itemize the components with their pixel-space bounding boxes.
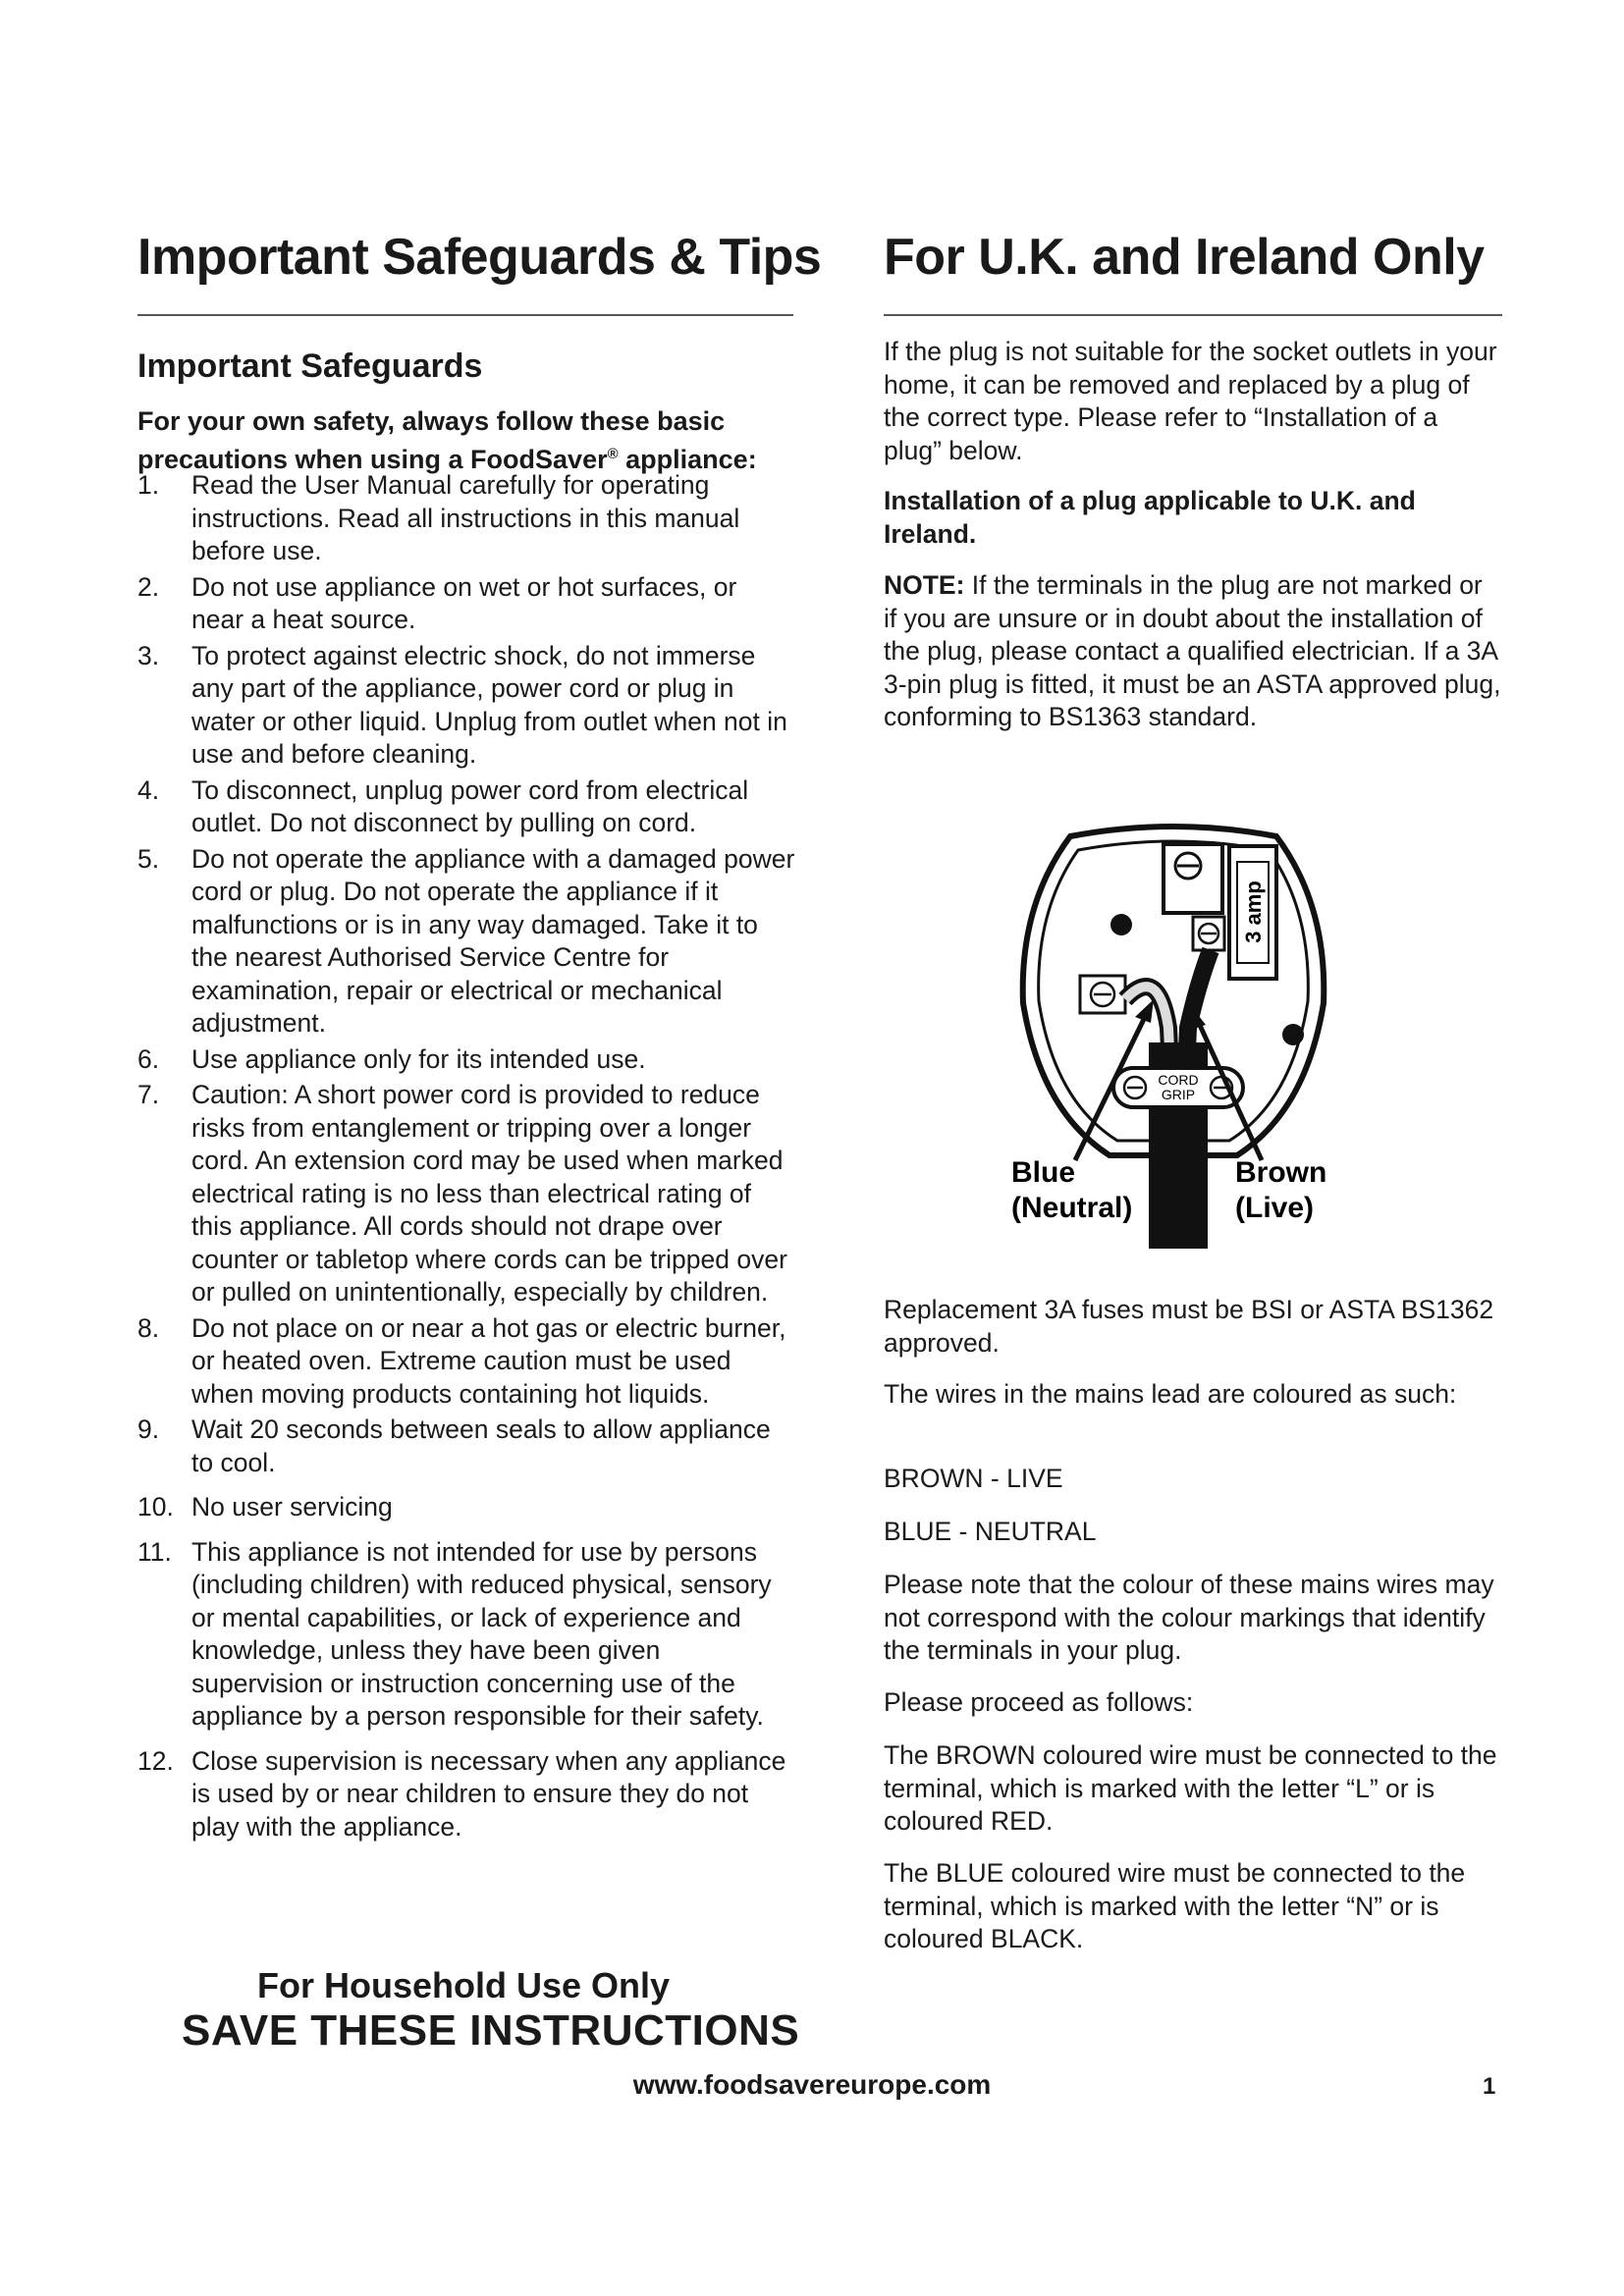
uk-ireland-title: For U.K. and Ireland Only bbox=[884, 229, 1485, 286]
cord-grip-label-1: CORD bbox=[1158, 1072, 1199, 1088]
title-divider bbox=[137, 314, 793, 316]
list-item: 4. To disconnect, unplug power cord from electrical outlet. Do not disconnect by pulling on cord. bbox=[137, 774, 749, 837]
household-use-note: For Household Use Only bbox=[257, 1965, 671, 2005]
page-number: 1 bbox=[1483, 2073, 1496, 2100]
list-item: 7. Caution: A short power cord is provided to reduce risks from entanglement or tripping over a longer cord. An extension cord may be used when marked electrical rating is no less than electrical rating of this appliance. All cords should not drape over counter or tabletop where cords can be tripped over or pulled on unintentionally, especially by children. bbox=[137, 1080, 787, 1307]
safeguards-title: Important Safeguards & Tips bbox=[137, 229, 822, 286]
brown-live-line: BROWN - LIVE bbox=[884, 1464, 1063, 1493]
safeguards-subheading: Important Safeguards bbox=[137, 347, 483, 385]
blue-neutral-line: BLUE - NEUTRAL bbox=[884, 1517, 1097, 1546]
plug-replacement-paragraph: If the plug is not suitable for the socket outlets in your home, it can be removed and replaced by a plug of the correct type. Please refer to “Installation of a plug” below. bbox=[884, 337, 1497, 465]
list-item: 12. Close supervision is necessary when any appliance is used by or near children to ensure they do not play with the appliance. bbox=[137, 1745, 786, 1842]
plug-installation-heading: Installation of a plug applicable to U.K. and Ireland. bbox=[884, 486, 1416, 549]
footer-website: www.foodsavereurope.com bbox=[632, 2069, 992, 2100]
list-item: 6. Use appliance only for its intended use. bbox=[137, 1043, 646, 1074]
colour-note-paragraph: Please note that the colour of these mains wires may not correspond with the colour markings that identify the terminals in your plug. bbox=[884, 1570, 1494, 1665]
note-paragraph: NOTE: If the terminals in the plug are not marked or if you are unsure or in doubt about the installation of the plug, please contact a qualified electrician. If a 3A 3-pin plug is fitted, it must be an ASTA approved plug, conforming to BS1363 standard. bbox=[884, 570, 1501, 731]
list-item: 8. Do not place on or near a hot gas or electric burner, or heated oven. Extreme caution must be used when moving products containing hot liquids. bbox=[137, 1312, 786, 1409]
cord-grip-label-2: GRIP bbox=[1161, 1087, 1196, 1102]
blue-wire-label: Blue bbox=[1011, 1156, 1076, 1189]
brown-wire-instruction: The BROWN coloured wire must be connected to the terminal, which is marked with the letter “L” or is coloured RED. bbox=[884, 1740, 1497, 1836]
live-label: (Live) bbox=[1235, 1192, 1315, 1224]
title-divider bbox=[884, 314, 1502, 316]
fuse-label: 3 amp bbox=[1241, 881, 1266, 943]
brown-wire-label: Brown bbox=[1235, 1156, 1327, 1189]
list-item: 10. No user servicing bbox=[137, 1492, 393, 1522]
safeguards-list bbox=[137, 469, 795, 1846]
neutral-label: (Neutral) bbox=[1011, 1192, 1133, 1224]
fuse-paragraph: Replacement 3A fuses must be BSI or ASTA BS1362 approved. bbox=[884, 1295, 1494, 1358]
list-item: 1. Read the User Manual carefully for operating instructions. Read all instructions in this manual before use. bbox=[137, 470, 740, 565]
plug-wiring-diagram bbox=[1011, 817, 1335, 1249]
list-item: 3. To protect against electric shock, do not immerse any part of the appliance, power cord or plug in water or other liquid. Unplug from outlet when not in use and before cleaning. bbox=[137, 640, 787, 769]
safeguards-intro: For your own safety, always follow these basic precautions when using a FoodSaver® appliance: bbox=[137, 406, 757, 474]
blue-wire-instruction: The BLUE coloured wire must be connected to the terminal, which is marked with the letter “N” or is coloured BLACK. bbox=[884, 1858, 1466, 1953]
list-item: 9. Wait 20 seconds between seals to allow appliance to cool. bbox=[137, 1415, 771, 1477]
save-instructions-note: SAVE THESE INSTRUCTIONS bbox=[182, 2006, 800, 2055]
proceed-line: Please proceed as follows: bbox=[884, 1687, 1194, 1717]
list-item: 2. Do not use appliance on wet or hot surfaces, or near a heat source. bbox=[137, 571, 737, 634]
list-item: 11. This appliance is not intended for use by persons (including children) with reduced physical, sensory or mental capabilities, or lack of experience and knowledge, unless they have been given supervision or instruction concerning use of the appliance by a person responsible for their safety. bbox=[137, 1536, 772, 1731]
list-item: 5. Do not operate the appliance with a damaged power cord or plug. Do not operate the appliance if it malfunctions or is in any way damaged. Take it to the nearest Authorised Service Centre for examination, repair or electrical or mechanical adjustment. bbox=[137, 843, 795, 1038]
wires-paragraph: The wires in the mains lead are coloured as such: bbox=[884, 1379, 1457, 1409]
